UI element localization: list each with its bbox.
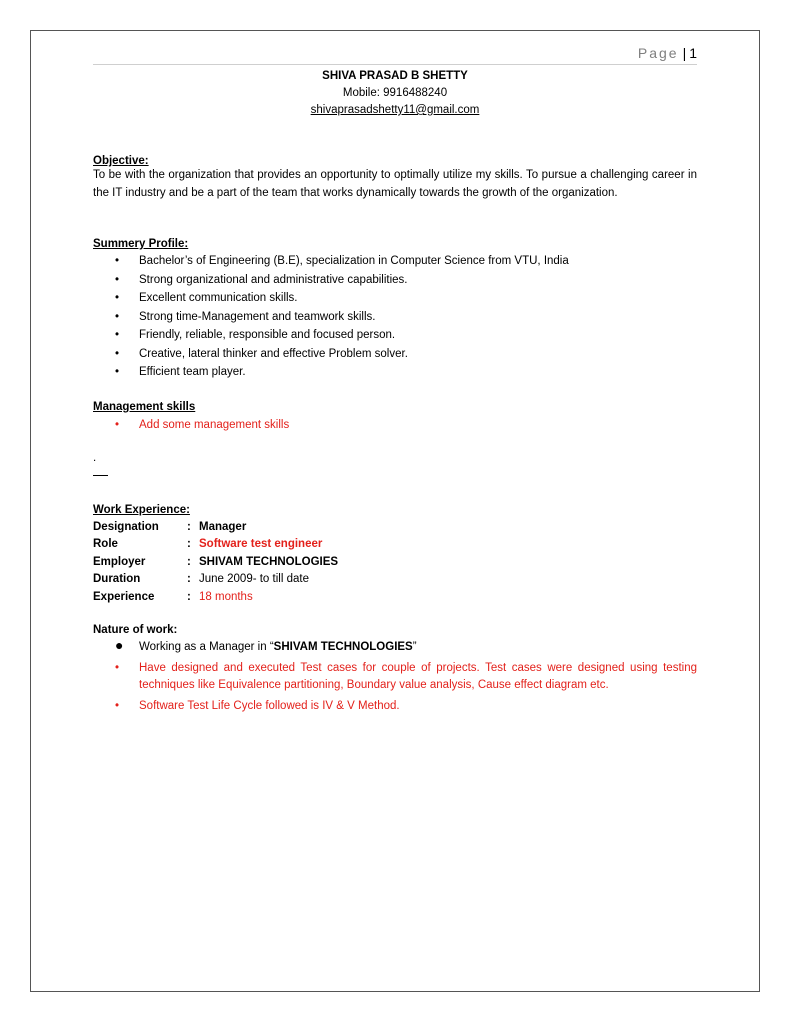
management-list xyxy=(93,416,697,435)
colon: : xyxy=(187,555,191,568)
list-item: • Strong time-Management and teamwork skills. xyxy=(93,308,697,327)
list-item: • Excellent communication skills. xyxy=(93,289,697,308)
list-item: ● Working as a Manager in “SHIVAM TECHNOLOGIES” xyxy=(115,637,417,653)
nature-list xyxy=(93,639,697,719)
list-item: • Strong organizational and administrative capabilities. xyxy=(93,271,697,290)
list-item: • Add some management skills xyxy=(93,416,697,435)
short-rule xyxy=(93,467,697,479)
stray-dot: . xyxy=(93,451,97,464)
list-item: • Friendly, reliable, responsible and focused person. xyxy=(93,326,697,345)
colon: : xyxy=(187,538,191,551)
email-address[interactable] xyxy=(93,104,697,116)
duration-value: June 2009- to till date xyxy=(199,573,309,586)
colon: : xyxy=(187,590,191,603)
management-heading: Management skills xyxy=(93,401,196,413)
email-link[interactable]: shivaprasadshetty11@gmail.com xyxy=(310,104,480,116)
work-details xyxy=(93,519,697,606)
bullet-icon: • xyxy=(115,292,120,304)
employer-label: Employer xyxy=(93,555,146,568)
objective-section xyxy=(93,155,697,202)
nature-of-work-section xyxy=(93,622,697,719)
bullet-icon: • xyxy=(115,310,120,323)
page-number-header xyxy=(638,45,697,61)
summary-list xyxy=(93,252,697,382)
work-heading: Work Experience: xyxy=(93,504,190,516)
bullet-icon: • xyxy=(115,662,120,674)
list-item: • Software Test Life Cycle followed is IV & V Method. xyxy=(93,698,697,719)
colon: : xyxy=(187,573,191,586)
designation-value: Manager xyxy=(199,521,247,533)
bullet-icon: • xyxy=(115,366,120,378)
page-label: Page xyxy=(637,45,679,61)
bullet-icon: • xyxy=(115,419,120,431)
duration-label: Duration xyxy=(93,573,141,586)
bullet-icon: ● xyxy=(115,637,124,653)
role-label: Role xyxy=(93,538,118,551)
work-experience-section xyxy=(93,502,697,606)
bullet-icon: • xyxy=(115,347,120,360)
experience-label: Experience xyxy=(93,590,155,603)
role-value: Software test engineer xyxy=(199,538,323,551)
experience-value: 18 months xyxy=(199,590,253,603)
nature-heading: Nature of work: xyxy=(93,624,178,636)
list-item: • Bachelor’s of Engineering (B.E), specialization in Computer Science from VTU, India xyxy=(93,252,697,271)
employer-value: SHIVAM TECHNOLOGIES xyxy=(199,555,339,568)
objective-text: To be with the organization that provides an opportunity to optimally utilize my skills. To pursue a challenging career in the IT industry and be a part of the team that works dynamically towards the growth of the organization. xyxy=(93,169,697,199)
list-item: • Have designed and executed Test cases for couple of projects. Test cases were designed using testing techniques like Equivalence partitioning, Boundary value analysis, Cause effect diagram etc. xyxy=(115,662,697,691)
summary-heading: Summery Profile: xyxy=(93,238,189,250)
summary-section xyxy=(93,236,697,382)
colon: : xyxy=(187,521,191,533)
page-separator: | xyxy=(682,45,687,61)
bullet-icon: • xyxy=(115,273,120,286)
designation-label: Designation xyxy=(93,521,159,533)
bullet-icon: • xyxy=(115,700,120,712)
list-item: • Creative, lateral thinker and effective Problem solver. xyxy=(93,345,697,364)
bullet-icon: • xyxy=(115,329,120,341)
mobile-number: Mobile: 9916488240 xyxy=(342,87,448,99)
company-name: SHIVAM TECHNOLOGIES xyxy=(273,641,413,653)
list-item: • Efficient team player. xyxy=(93,363,697,382)
management-section xyxy=(93,399,697,479)
page-number: 1 xyxy=(689,45,697,61)
candidate-name: SHIVA PRASAD B SHETTY xyxy=(322,70,468,82)
bullet-icon: • xyxy=(115,255,120,267)
objective-heading: Objective: xyxy=(93,155,149,167)
header-rule xyxy=(93,64,697,65)
